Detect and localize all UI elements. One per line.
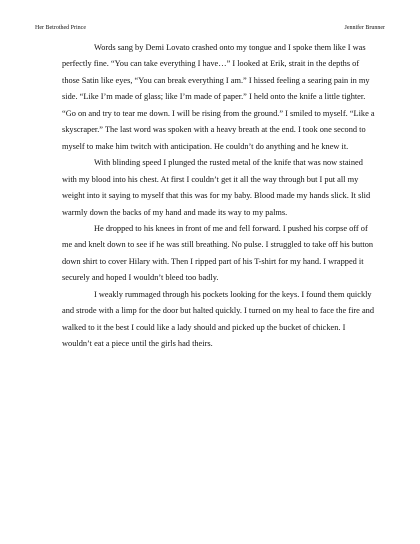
paragraph: I weakly rummaged through his pockets looking for the keys. I found them quickly and strode with a limp for the door but halted quickly. I turned on my heal to face the fire and walked to it the best I could like a lady should and picked up the bucket of chicken. I wouldn’t eat a piece until the girls had theirs.	[62, 289, 375, 349]
body-text	[62, 40, 376, 353]
paragraph: He dropped to his knees in front of me and fell forward. I pushed his corpse off of me and knelt down to see if he was still breathing. No pulse. I struggled to take off his button down shirt to cover Hilary with. Then I ripped part of his T-shirt for my hand. I wrapped it securely and hoped I wouldn’t bleed too badly.	[62, 223, 374, 283]
running-header	[35, 23, 385, 33]
header-book-title: Her Betrothed Prince	[35, 25, 86, 31]
paragraph: Words sang by Demi Lovato crashed onto my tongue and I spoke them like I was perfectly fine. “You can take everything I have…” I looked at Erik, strait in the depths of those Satin like eyes, “You can break everything I am.” I hissed feeling a searing pain in my side. “Like I’m made of glass; like I’m made of paper.” I held onto the knife a little tighter. “Go on and try to tear me down. I will be rising from the ground.” I smiled to myself. “Like a skyscraper.” The last word was spoken with a heavy breath at the end. I took one second to myself to make him twitch with anticipation. He couldn’t do anything and he knew it.	[62, 43, 375, 151]
paragraph: With blinding speed I plunged the rusted metal of the knife that was now stained with my blood into his chest. At first I couldn’t get it all the way through but I put all my weight into it saying to myself that this was for my baby. Blood made my hands slick. It slid warmly down the backs of my hand and made its way to my palms.	[62, 158, 371, 217]
header-author-name: Jennifer Brunner	[344, 25, 385, 31]
